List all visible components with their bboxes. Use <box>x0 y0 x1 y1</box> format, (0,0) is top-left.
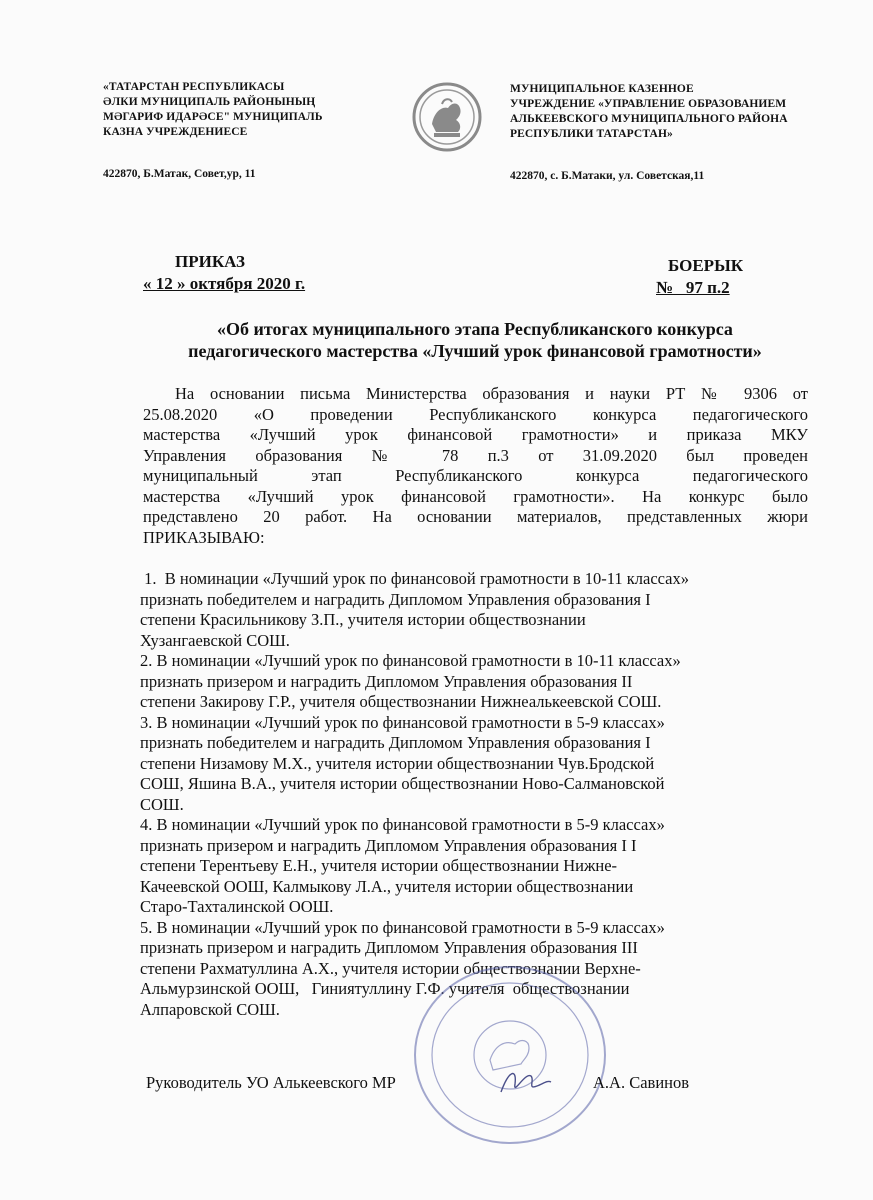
intro-line: Управления образования № 78 п.3 от 31.09.2020 был проведен <box>143 445 808 465</box>
intro-paragraph <box>143 384 808 548</box>
header-left-org <box>103 80 373 140</box>
signature-position: Руководитель УО Алькеевского МР <box>146 1073 396 1092</box>
intro-line: муниципальный этап Республиканского конкурса педагогического <box>143 466 808 485</box>
order-items <box>140 569 820 1020</box>
header-left-line: МӘГАРИФ ИДАРӘСЕ" МУНИЦИПАЛЬ <box>103 111 323 123</box>
header-left-address: 422870, Б.Матак, Совет,ур, 11 <box>103 168 256 180</box>
official-stamp <box>405 960 625 1160</box>
item-line: Алпаровской СОШ. <box>140 999 280 1019</box>
order-number: № 97 п.2 <box>656 278 730 297</box>
intro-line: мастерства «Лучший урок финансовой грамотности» и приказа МКУ <box>143 425 808 444</box>
order-boeryk: БОЕРЫК <box>668 256 744 275</box>
item-line: степени Закирову Г.Р., учителя обществознании Нижнеалькеевской СОШ. <box>140 692 662 711</box>
tatarstan-emblem-icon <box>412 82 482 152</box>
intro-line: мастерства «Лучший урок финансовой грамотности». На конкурс было <box>143 486 808 506</box>
item-line: 2. В номинации «Лучший урок по финансовой грамотности в 10-11 классах» <box>140 651 681 670</box>
item-line: степени Терентьеву Е.Н., учителя истории обществознании Нижне- <box>140 856 618 875</box>
header-left-line: ӘЛКИ МУНИЦИПАЛЬ РАЙОНЫНЫҢ <box>103 96 316 108</box>
header-right-line: АЛЬКЕЕВСКОГО МУНИЦИПАЛЬНОГО РАЙОНА <box>510 113 788 125</box>
item-line: Качеевской ООШ, Калмыкову Л.А., учителя истории обществознании <box>140 876 634 896</box>
item-line: Хузангаевской СОШ. <box>140 630 290 650</box>
header-right-org <box>510 82 840 142</box>
intro-line: ПРИКАЗЫВАЮ: <box>143 527 265 547</box>
item-line: 1. В номинации «Лучший урок по финансовой грамотности в 10-11 классах» <box>140 569 689 588</box>
header-left-line: КАЗНА УЧРЕЖДЕНИЕСЕ <box>103 126 248 138</box>
item-line: Старо-Тахталинской ООШ. <box>140 897 334 916</box>
intro-line: представлено 20 работ. На основании материалов, представленных жюри <box>143 507 808 526</box>
signature-name: А.А. Савинов <box>593 1073 690 1092</box>
item-line: признать призером и наградить Дипломом Управления образования I I <box>140 835 637 855</box>
item-line: признать победителем и наградить Дипломом Управления образования I <box>140 589 651 609</box>
item-line: степени Низамову М.Х., учителя истории обществознании Чув.Бродской <box>140 753 655 773</box>
item-line: 3. В номинации «Лучший урок по финансовой грамотности в 5-9 классах» <box>140 712 665 732</box>
item-line: СОШ, Яшина В.А., учителя истории обществознании Ново-Салмановской <box>140 774 665 793</box>
order-prikaz: ПРИКАЗ <box>175 252 245 271</box>
order-date: « 12 » октября 2020 г. <box>143 274 306 293</box>
header-right-line: МУНИЦИПАЛЬНОЕ КАЗЕННОЕ <box>510 83 694 95</box>
item-line: Альмурзинской ООШ, Гиниятуллину Г.Ф. учителя обществознании <box>140 979 630 998</box>
item-line: СОШ. <box>140 794 184 814</box>
header-right-address: 422870, с. Б.Матаки, ул. Советская,11 <box>510 170 705 182</box>
item-line: степени Рахматуллина А.Х., учителя истории обществознании Верхне- <box>140 958 641 978</box>
item-line: 4. В номинации «Лучший урок по финансовой грамотности в 5-9 классах» <box>140 815 665 834</box>
intro-line: На основании письма Министерства образования и науки РТ № 9306 от <box>175 384 808 403</box>
title-line: педагогического мастерства «Лучший урок финансовой грамотности» <box>188 341 762 361</box>
header-right-line: РЕСПУБЛИКИ ТАТАРСТАН» <box>510 128 673 140</box>
item-line: признать призером и наградить Дипломом Управления образования II <box>140 671 633 691</box>
title-line: «Об итогах муниципального этапа Республиканского конкурса <box>217 319 733 339</box>
item-line: 5. В номинации «Лучший урок по финансовой грамотности в 5-9 классах» <box>140 917 665 937</box>
signature-mark <box>495 1062 555 1102</box>
header-right-line: УЧРЕЖДЕНИЕ «УПРАВЛЕНИЕ ОБРАЗОВАНИЕМ <box>510 98 787 110</box>
item-line: степени Красильникову З.П., учителя истории обществознании <box>140 610 586 629</box>
item-line: признать призером и наградить Дипломом Управления образования III <box>140 938 638 957</box>
item-line: признать победителем и наградить Дипломом Управления образования I <box>140 733 651 752</box>
intro-line: 25.08.2020 «О проведении Республиканского конкурса педагогического <box>143 404 808 424</box>
header-left-line: «ТАТАРСТАН РЕСПУБЛИКАСЫ <box>103 81 285 93</box>
document-title <box>150 318 800 362</box>
